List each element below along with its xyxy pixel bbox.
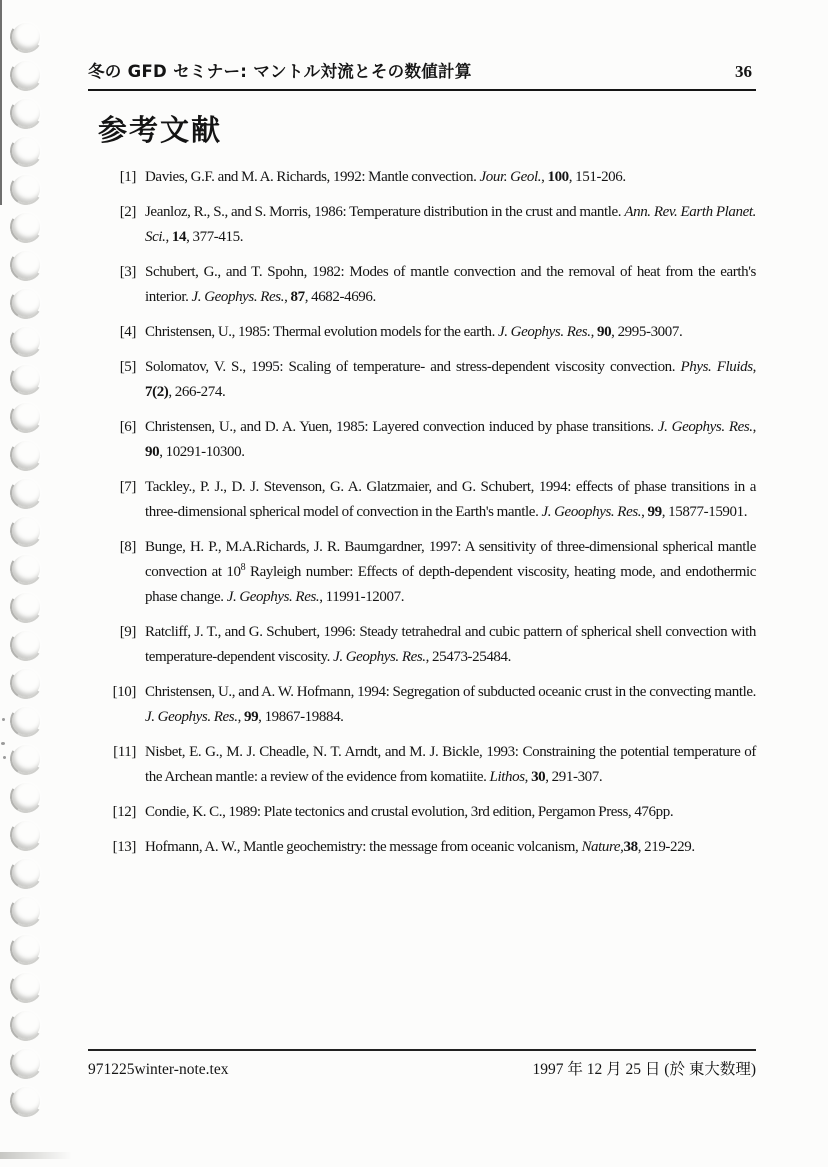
reference-text: Ratcliff, J. T., and G. Schubert, 1996: Steady tetrahedral and cubic pattern of spherical shell convection with temperature-dependent viscosity. J. Geophys. Res., 25473-25484. — [145, 624, 756, 665]
reference-label: [13] — [112, 839, 136, 855]
binder-hole — [7, 588, 45, 626]
reference-label: [3] — [119, 264, 136, 280]
scan-smudge — [0, 1152, 72, 1159]
binder-hole — [7, 968, 45, 1006]
binder-hole — [7, 1006, 45, 1044]
reference-text: Christensen, U., and A. W. Hofmann, 1994: Segregation of subducted oceanic crust in the convecting mantle. J. Geophys. Res., 99, 19867-19884. — [145, 684, 756, 725]
reference-text: Davies, G.F. and M. A. Richards, 1992: Mantle convection. Jour. Geol., 100, 151-206. — [145, 169, 626, 185]
reference-item — [88, 200, 756, 250]
page-number: 36 — [735, 62, 752, 81]
reference-label: [5] — [119, 359, 136, 375]
binder-hole — [7, 246, 45, 284]
reference-text: Solomatov, V. S., 1995: Scaling of temperature- and stress-dependent viscosity convection. Phys. Fluids, 7(2), 266-274. — [145, 359, 756, 400]
header-title: 冬の GFD セミナー: マントル対流とその数値計算 — [88, 62, 472, 81]
binder-hole — [7, 702, 45, 740]
reference-item — [88, 320, 756, 345]
binder-hole — [7, 892, 45, 930]
section-heading: 参考文献 — [98, 113, 223, 147]
binder-hole — [7, 512, 45, 550]
reference-text: Jeanloz, R., S., and S. Morris, 1986: Temperature distribution in the crust and mantle. Ann. Rev. Earth Planet. Sci., 14, 377-415. — [145, 204, 756, 245]
reference-label: [4] — [119, 324, 136, 340]
binder-hole — [7, 1082, 45, 1120]
scan-speck — [2, 718, 5, 721]
reference-text: Nisbet, E. G., M. J. Cheadle, N. T. Arndt, and M. J. Bickle, 1993: Constraining the potential temperature of the Archean mantle: a review of the evidence from komatiite. Lithos, 30, 291-307. — [145, 744, 756, 785]
binder-hole — [7, 284, 45, 322]
references-list — [88, 165, 756, 870]
reference-item — [88, 680, 756, 730]
footer-filename: 971225winter-note.tex — [88, 1061, 229, 1078]
binder-hole — [7, 474, 45, 512]
reference-label: [2] — [119, 204, 136, 220]
binder-hole — [7, 132, 45, 170]
binder-hole — [7, 398, 45, 436]
binder-hole — [7, 664, 45, 702]
reference-item — [88, 535, 756, 610]
reference-item — [88, 475, 756, 525]
reference-text: Schubert, G., and T. Spohn, 1982: Modes of mantle convection and the removal of heat from the earth's interior. J. Geophys. Res., 87, 4682-4696. — [145, 264, 756, 305]
binder-hole — [7, 18, 45, 56]
page-header — [88, 58, 756, 91]
reference-label: [6] — [119, 419, 136, 435]
binder-hole — [7, 930, 45, 968]
binder-hole — [7, 778, 45, 816]
reference-item — [88, 355, 756, 405]
reference-text: Tackley., P. J., D. J. Stevenson, G. A. Glatzmaier, and G. Schubert, 1994: effects of phase transitions in a three-dimensional spherical model of convection in the Earth's mantle. J. Geoophys. Res., 99, 15877-15901. — [145, 479, 756, 520]
reference-item — [88, 165, 756, 190]
reference-label: [8] — [119, 539, 136, 555]
binder-hole — [7, 94, 45, 132]
reference-label: [7] — [119, 479, 136, 495]
binder-hole — [7, 170, 45, 208]
reference-label: [10] — [112, 684, 136, 700]
reference-item — [88, 620, 756, 670]
binder-hole — [7, 816, 45, 854]
reference-text: Condie, K. C., 1989: Plate tectonics and crustal evolution, 3rd edition, Pergamon Press, 476pp. — [145, 804, 674, 820]
binder-hole — [7, 854, 45, 892]
binder-hole — [7, 436, 45, 474]
binder-hole — [7, 626, 45, 664]
reference-text: Christensen, U., and D. A. Yuen, 1985: Layered convection induced by phase transitions. J. Geophys. Res., 90, 10291-10300. — [145, 419, 756, 460]
scan-edge-line — [0, 0, 2, 205]
footer-date: 1997 年 12 月 25 日 (於 東大数理) — [532, 1061, 756, 1078]
page-footer — [88, 1049, 756, 1079]
scan-speck — [3, 756, 6, 759]
reference-text: Bunge, H. P., M.A.Richards, J. R. Baumgardner, 1997: A sensitivity of three-dimensional spherical mantle convection at $10^8$ Rayleigh number: Effects of depth-dependent viscosity, heating mode, and endothermic phase change. J. Geophys. Res., 11991-12007. — [145, 539, 756, 605]
reference-item — [88, 260, 756, 310]
reference-label: [12] — [112, 804, 136, 820]
binder-hole — [7, 208, 45, 246]
reference-item — [88, 740, 756, 790]
binder-hole — [7, 322, 45, 360]
scan-speck — [1, 742, 5, 745]
reference-item — [88, 415, 756, 465]
binder-hole — [7, 56, 45, 94]
reference-label: [9] — [119, 624, 136, 640]
reference-label: [1] — [119, 169, 136, 185]
reference-item — [88, 835, 756, 860]
reference-item — [88, 800, 756, 825]
binder-hole — [7, 740, 45, 778]
binder-hole — [7, 550, 45, 588]
reference-text: Hofmann, A. W., Mantle geochemistry: the message from oceanic volcanism, Nature,38, 219-229. — [145, 839, 695, 855]
reference-label: [11] — [113, 744, 136, 760]
reference-text: Christensen, U., 1985: Thermal evolution models for the earth. J. Geophys. Res., 90, 2995-3007. — [145, 324, 683, 340]
binder-hole — [7, 360, 45, 398]
binder-hole — [7, 1044, 45, 1082]
